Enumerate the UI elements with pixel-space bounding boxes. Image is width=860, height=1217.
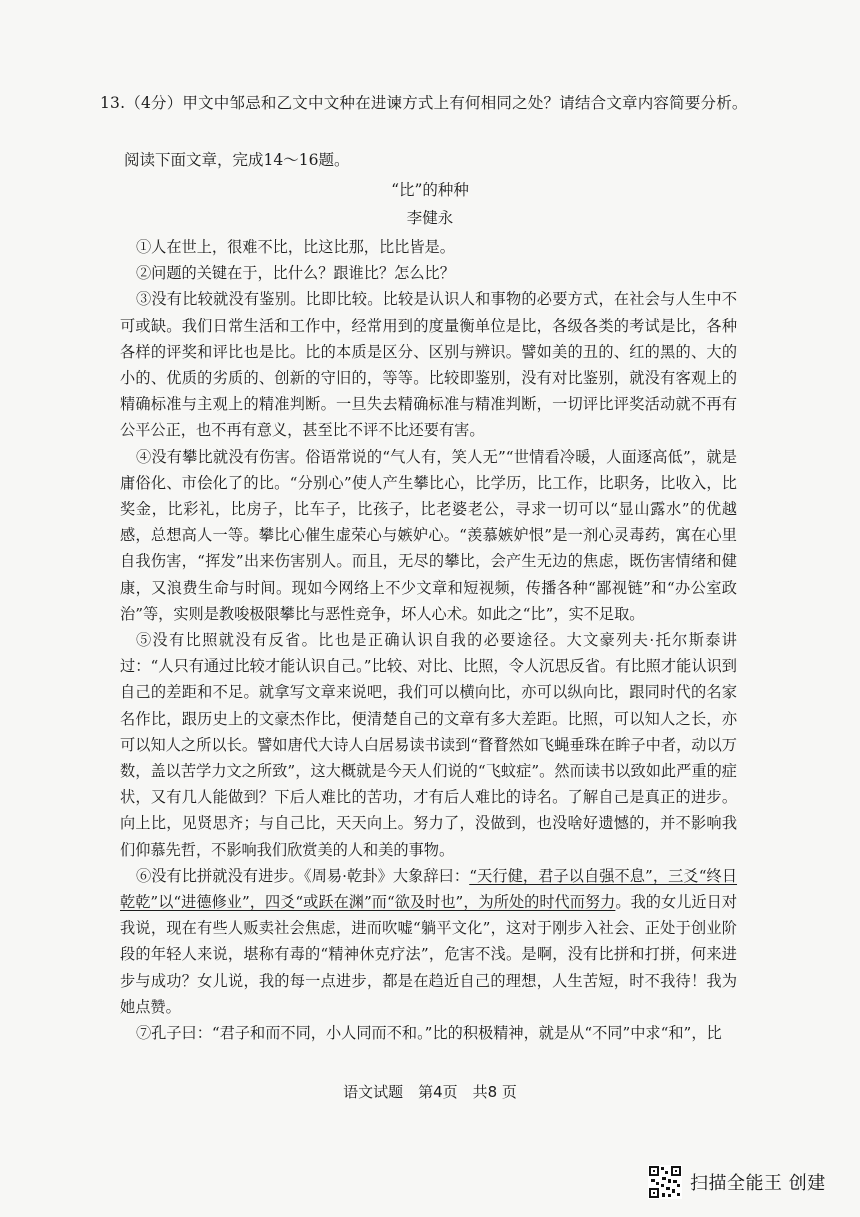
scanner-watermark-text: 扫描全能王 创建 (690, 1173, 826, 1194)
paragraph-6-lead: ⑥没有比拼就没有进步。《周易·乾卦》大象辞曰： (135, 866, 470, 885)
page-footer: 语文试题 第4页 共8 页 (343, 1083, 517, 1101)
scanner-watermark (648, 1165, 826, 1199)
paragraph-7: ⑦孔子曰：“君子和而不同，小人同而不和。”比的积极精神，就是从“不同”中求“和”，比 (135, 1024, 722, 1043)
paragraph-4: ④没有攀比就没有伤害。俗语常说的“气人有，笑人无”“世情看冷暖，人面逐高低”，就是庸俗化、市侩化了的比。“分别心”使人产生攀比心，比学历，比工作，比职务，比收入，比奖金，比彩礼，比房子，比车子，比孩子，比老婆老公，寻求一切可以“显山露水”的优越感，总想高人一等。攀比心催生虚荣心与嫉妒心。“羡慕嫉妒恨”是一剂心灵毒药，寓在心里自我伤害，“挥发”出来伤害别人。而且，无尽的攀比，会产生无边的焦虑，既伤害情绪和健康，又浪费生命与时间。现如今网络上不少文章和短视频，传播各种“鄙视链”和“办公室政治”等，实则是教唆极限攀比与恶性竞争，坏人心术。如此之“比”，实不足取。 (120, 447, 737, 623)
reading-instruction: 阅读下面文章，完成14～16题。 (124, 151, 350, 169)
paragraph-6 (120, 863, 737, 1020)
paragraph-1: ①人在世上，很难不比，比这比那，比比皆是。 (135, 238, 455, 256)
paragraph-6-rest: 。我的女儿近日对我说，现在有些人贩卖社会焦虑，进而吹嘘“躺平文化”，这对于刚步入社会、正处于创业阶段的年轻人来说，堪称有毒的“精神休克疗法”，危害不浅。是啊，没有比拼和打拼，何来进步与成功？女儿说，我的每一点进步，都是在趋近自己的理想，人生苦短，时不我待！我为她点赞。 (120, 893, 738, 1016)
question-13: 13.（4分）甲文中邹忌和乙文中文种在进谏方式上有何相同之处？请结合文章内容简要分析。 (100, 94, 748, 112)
underlined-quotation: “天行健，君子以自强不息”，三爻“终日乾乾”以“进德修业”，四爻“或跃在渊”而“欲及时也”，为所处的时代而努力 (120, 866, 738, 912)
article-author: 李健永 (406, 209, 454, 227)
paragraph-2: ②问题的关键在于，比什么？跟谁比？怎么比？ (135, 264, 455, 283)
paragraph-5: ⑤没有比照就没有反省。比也是正确认识自我的必要途径。大文豪列夫·托尔斯泰讲过：“人只有通过比较才能认识自己。”比较、对比、比照，令人沉思反省。有比照才能认识到自己的差距和不足。就拿写文章来说吧，我们可以横向比，亦可以纵向比，跟同时代的名家名作比，跟历史上的文豪杰作比，便清楚自己的文章有多大差距。比照，可以知人之长，亦可以知人之所以长。譬如唐代大诗人白居易读书读到“瞀瞀然如飞蝇垂珠在眸子中者，动以万数，盖以苦学力文之所致”，这大概就是今天人们说的“飞蚊症”。然而读书以致如此严重的症状，又有几人能做到？下后人难比的苦功，才有后人难比的诗名。了解自己是真正的进步。向上比，见贤思齐；与自己比，天天向上。努力了，没做到，也没啥好遗憾的，并不影响我们仰慕先哲，不影响我们欣赏美的人和美的事物。 (120, 631, 737, 859)
paragraph-3: ③没有比较就没有鉴别。比即比较。比较是认识人和事物的必要方式，在社会与人生中不可或缺。我们日常生活和工作中，经常用到的度量衡单位是比，各级各类的考试是比，各种各样的评奖和评比也是比。比的本质是区分、区别与辨识。譬如美的丑的、红的黑的、大的小的、优质的劣质的、创新的守旧的，等等。比较即鉴别，没有对比鉴别，就没有客观上的精确标准与主观上的精准判断。一旦失去精确标准与精准判断，一切评比评奖活动就不再有公平公正，也不再有意义，甚至比不评不比还要有害。 (120, 290, 737, 440)
article-body (120, 234, 737, 1046)
qr-code-icon (648, 1165, 682, 1199)
article-title: “比”的种种 (391, 181, 469, 199)
